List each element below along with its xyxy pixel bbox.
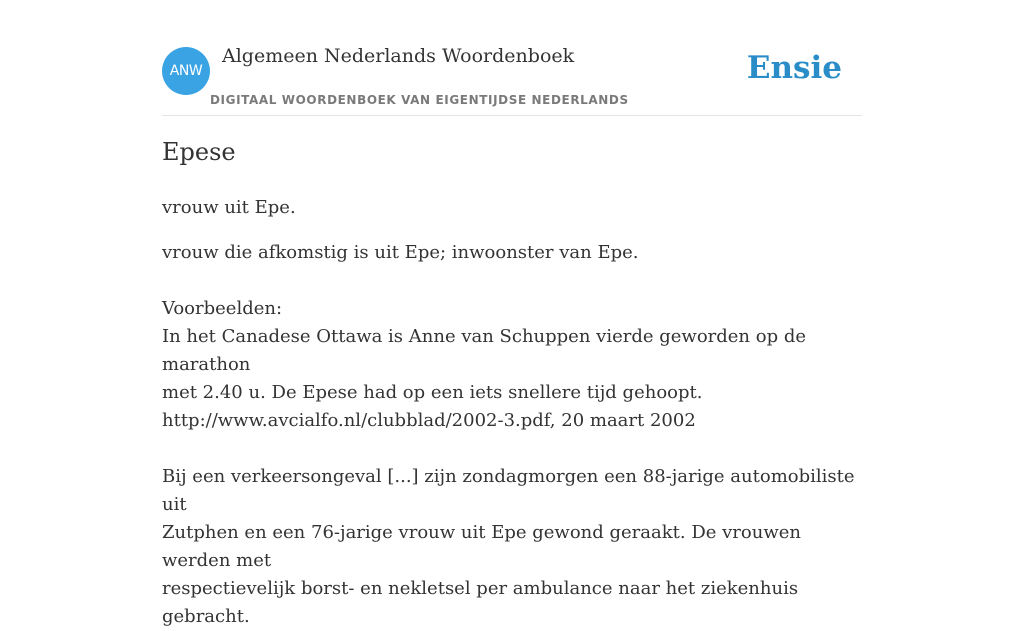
example-2-line-1: Bij een verkeersongeval [...] zijn zondagmorgen een 88-jarige automobiliste uit: [162, 466, 855, 515]
example-1-source: http://www.avcialfo.nl/clubblad/2002-3.pdf, 20 maart 2002: [162, 410, 696, 431]
anw-logo[interactable]: ANW: [162, 47, 210, 95]
entry-title: Epese: [162, 138, 236, 166]
example-1-line-2: met 2.40 u. De Epese had op een iets snellere tijd gehoopt.: [162, 382, 703, 403]
example-2-line-3: respectievelijk borst- en nekletsel per ambulance naar het ziekenhuis gebracht.: [162, 578, 799, 627]
ensie-logo[interactable]: Ensie: [746, 50, 842, 86]
example-2-line-2: Zutphen en een 76-jarige vrouw uit Epe gewond geraakt. De vrouwen werden met: [162, 522, 801, 571]
site-header: [162, 0, 862, 116]
site-title[interactable]: Algemeen Nederlands Woordenboek: [222, 45, 575, 67]
definition: vrouw die afkomstig is uit Epe; inwoonster van Epe.: [162, 242, 639, 263]
site-subtitle: DIGITAAL WOORDENBOEK VAN EIGENTIJDSE NEDERLANDS: [210, 93, 629, 107]
page-container: [162, 0, 862, 627]
example-1-line-1: In het Canadese Ottawa is Anne van Schuppen vierde geworden op de marathon: [162, 326, 807, 375]
examples-label: Voorbeelden:: [162, 298, 283, 319]
short-definition: vrouw uit Epe.: [162, 197, 296, 218]
entry-body: [162, 239, 862, 631]
